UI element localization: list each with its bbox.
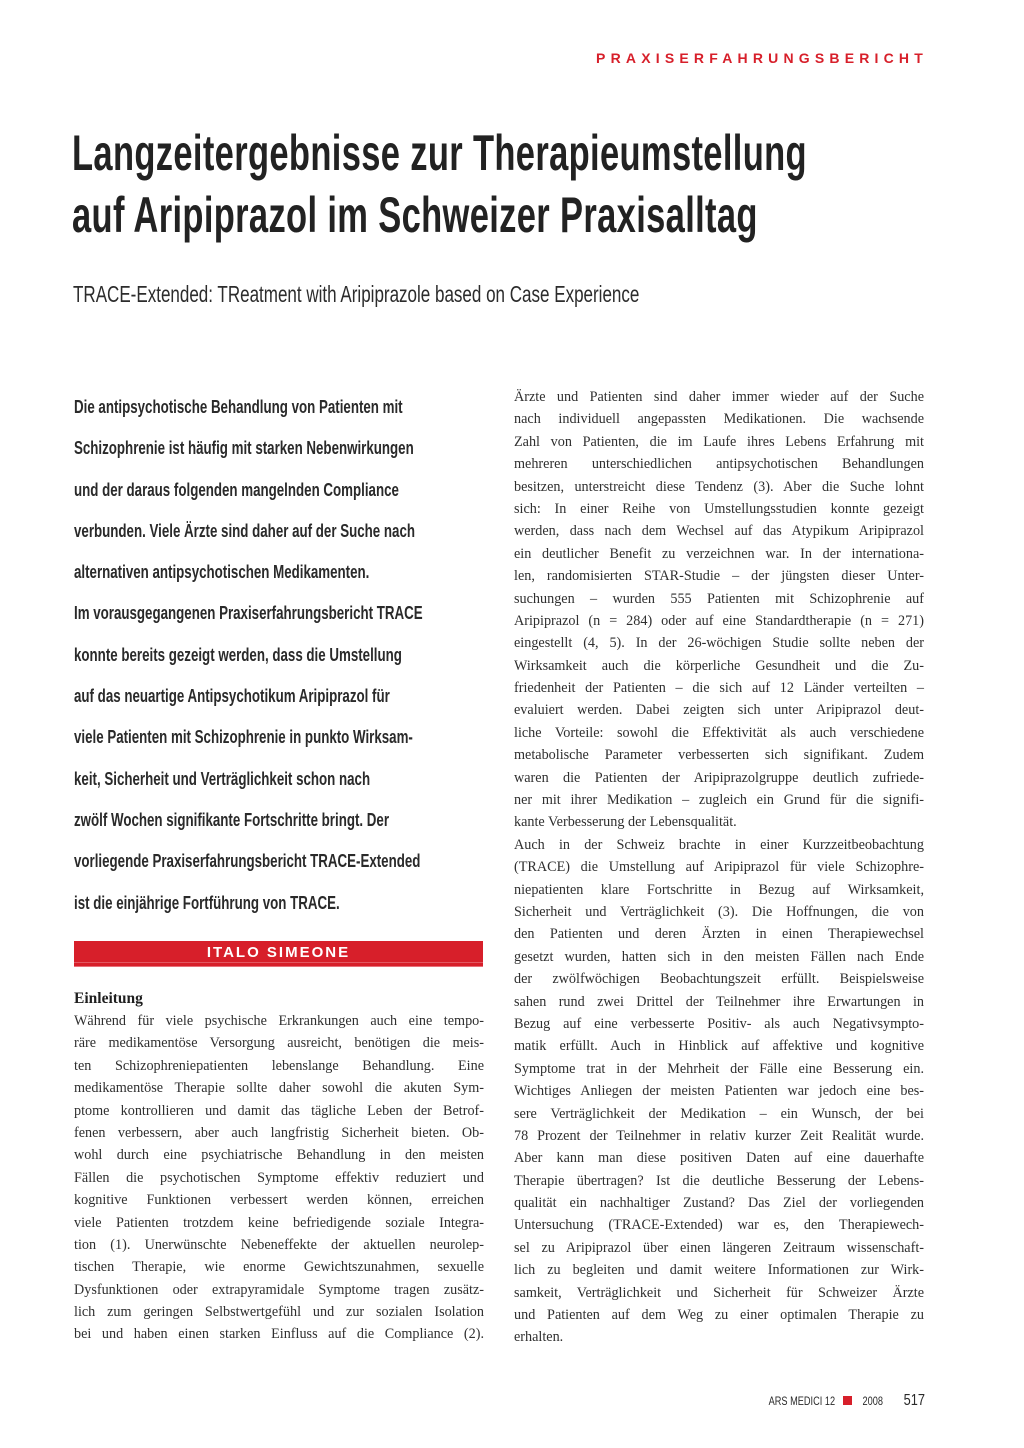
article-title — [72, 122, 969, 246]
body-line: viele Patienten trotzdem keine befriedigende soziale Integra- — [74, 1214, 484, 1231]
body-line: wohl durch eine psychiatrische Behandlung in den meisten — [74, 1147, 484, 1164]
body-line: Symptome trat in der Mehrheit der Fälle eine Besserung ein. — [514, 1060, 924, 1077]
lead-line: viele Patienten mit Schizophrenie in punkto Wirksam- — [74, 726, 413, 748]
body-line: liche Vorteile: sowohl die Effektivität als auch verschiedene — [514, 724, 924, 741]
article-title-line-1: Langzeitergebnisse zur Therapieumstellung — [72, 125, 807, 181]
body-line: sich: In einer Reihe von Umstellungsstudien konnte gezeigt — [514, 500, 924, 517]
lead-paragraph — [74, 386, 477, 923]
body-line: lich zu begleiten und damit weitere Informationen zur Wirk- — [514, 1262, 924, 1279]
author-band — [74, 941, 483, 967]
article-title-line-2: auf Aripiprazol im Schweizer Praxisalltag — [72, 187, 758, 243]
body-line: friedenheit der Patienten – die sich auf 12 Länder verteilten – — [514, 680, 924, 697]
body-line: medikamentöse Therapie sollte daher sowohl die akuten Sym- — [74, 1080, 484, 1097]
red-square-separator-icon — [843, 1396, 852, 1405]
body-line: den Patienten und deren Ärzten in einen Therapiewechsel — [514, 926, 924, 943]
lead-line: konnte bereits gezeigt werden, dass die Umstellung — [74, 643, 402, 665]
body-line: Zahl von Patienten, die im Laufe ihres Lebens Erfahrung mit — [514, 433, 924, 450]
lead-line: auf das neuartige Antipsychotikum Aripiprazol für — [74, 685, 390, 707]
body-line: evaluiert werden. Dabei zeigten sich unter Aripiprazol deut- — [514, 702, 924, 719]
body-line: Ärzte und Patienten sind daher immer wieder auf der Suche — [514, 389, 924, 405]
body-line: bei und haben einen starken Einfluss auf die Compliance (2). — [74, 1326, 484, 1343]
body-line: 78 Prozent der Teilnehmer in relativ kurzer Zeit Realität wurde. — [514, 1127, 924, 1144]
body-line: Aber kann man diese positiven Daten auf eine dauerhafte — [514, 1150, 924, 1167]
lead-line: keit, Sicherheit und Verträglichkeit schon nach — [74, 767, 371, 789]
body-line: ten Schizophreniepatienten lebenslange Behandlung. Eine — [74, 1057, 484, 1074]
body-line: Wirksamkeit auch die körperliche Gesundheit und die Zu- — [514, 657, 924, 674]
lead-line: ist die einjährige Fortführung von TRACE. — [74, 891, 340, 913]
body-line: eingestellt (4, 5). In der 26-wöchigen Studie sollte neben der — [514, 635, 924, 652]
body-column-right — [514, 386, 924, 1349]
body-line: lich zum geringen Selbstwertgefühl und zur sozialen Isolation — [74, 1304, 484, 1321]
page-number: 517 — [903, 1392, 926, 1409]
journal-year: 2008 — [862, 1396, 883, 1408]
lead-line: alternativen antipsychotischen Medikamenten. — [74, 561, 370, 583]
body-line: samkeit, Verträglichkeit und Sicherheit für Schweizer Ärzte — [514, 1284, 924, 1301]
body-line: ner mit ihrer Medikation – zugleich ein Grund für die signifi- — [514, 792, 924, 809]
body-line: sahen rund zwei Drittel der Teilnehmer ihre Erwartungen in — [514, 993, 924, 1010]
journal-name: ARS MEDICI 12 — [768, 1396, 835, 1408]
body-line: ein deutlicher Benefit zu verzeichnen war. In der internationa- — [514, 545, 924, 562]
body-line: len, randomisierten STAR-Studie – der jüngsten dieser Unter- — [514, 568, 924, 585]
body-line: und Patienten auf dem Weg zu einer optimalen Therapie zu — [514, 1307, 924, 1324]
body-line: niepatienten klare Fortschritte in Bezug auf Wirksamkeit, — [514, 881, 924, 898]
body-line: Während für viele psychische Erkrankungen auch eine tempo- — [74, 1013, 484, 1029]
body-line: kante Verbesserung der Lebensqualität. — [514, 814, 737, 831]
lead-line: verbunden. Viele Ärzte sind daher auf der Suche nach — [74, 519, 415, 541]
page-footer — [752, 1392, 928, 1410]
body-line: waren die Patienten der Aripiprazolgruppe deutlich zufriede- — [514, 769, 924, 786]
body-line: Dysfunktionen oder extrapyramidale Symptome tragen zusätz- — [74, 1281, 484, 1298]
body-line: ptome kontrollieren und damit das tägliche Leben der Betrof- — [74, 1102, 484, 1119]
lead-line: Die antipsychotische Behandlung von Patienten mit — [74, 396, 403, 417]
lead-line: und der daraus folgenden mangelnden Compliance — [74, 478, 399, 500]
body-line: erhalten. — [514, 1329, 564, 1346]
section-kicker: PRAXISERFAHRUNGSBERICHT — [596, 50, 928, 66]
lead-line: zwölf Wochen signifikante Fortschritte bringt. Der — [74, 808, 390, 830]
author-name: ITALO SIMEONE — [206, 944, 351, 961]
body-line: Wichtiges Anliegen der meisten Patienten war jedoch eine bes- — [514, 1083, 924, 1100]
body-line: suchungen – wurden 555 Patienten mit Schizophrenie auf — [514, 590, 924, 607]
body-line: fenen verbessern, aber auch langfristig Sicherheit bieten. Ob- — [74, 1124, 484, 1141]
body-line: tischen Therapie, wie enorme Gewichtszunahmen, sexuelle — [74, 1259, 484, 1276]
lead-line: vorliegende Praxiserfahrungsbericht TRACE-Extended — [74, 850, 421, 872]
body-line: qualität ein nachhaltiger Zustand? Das Ziel der vorliegenden — [514, 1195, 924, 1212]
body-line: Auch in der Schweiz brachte in einer Kurzzeitbeobachtung — [514, 836, 924, 853]
body-line: besitzen, unterstreicht diese Tendenz (3). Aber die Suche lohnt — [514, 478, 924, 495]
body-line: werden, dass nach dem Wechsel auf das Atypikum Aripiprazol — [514, 523, 924, 540]
body-line: Therapie übertragen? Ist die deutliche Besserung der Lebens- — [514, 1172, 924, 1189]
body-line: mehreren unterschiedlichen antipsychotischen Behandlungen — [514, 456, 924, 473]
body-line: räre medikamentöse Versorgung ausreicht, benötigen die meis- — [74, 1035, 484, 1052]
body-line: Bezug auf eine verbesserte Positiv- als auch Negativsympto- — [514, 1015, 924, 1032]
body-line: gesetzt wurden, hatten sich in den meisten Fällen nach Ende — [514, 948, 924, 965]
section-heading-einleitung: Einleitung — [74, 990, 143, 1007]
body-line: Aripiprazol (n = 284) oder auf eine Standardtherapie (n = 271) — [514, 612, 924, 629]
body-line: matik erfüllt. Auch in Hinblick auf affektive und kognitive — [514, 1038, 924, 1055]
body-line: (TRACE) die Umstellung auf Aripiprazol für viele Schizophre- — [514, 859, 924, 876]
body-line: Sicherheit und Verträglichkeit (3). Die Hoffnungen, die von — [514, 903, 924, 920]
body-line: metabolische Parameter verbesserten sich signifikant. Zudem — [514, 747, 924, 764]
lead-line: Schizophrenie ist häufig mit starken Nebenwirkungen — [74, 437, 414, 459]
body-line: sel zu Aripiprazol über einen längeren Zeitraum wissenschaft- — [514, 1239, 924, 1256]
lead-line: Im vorausgegangenen Praxiserfahrungsbericht TRACE — [74, 602, 423, 624]
body-line: nach individuell angepassten Medikationen. Die wachsende — [514, 411, 924, 428]
body-line: kognitive Funktionen verbessert werden können, erreichen — [74, 1192, 484, 1209]
body-line: Untersuchung (TRACE-Extended) war es, den Therapiewech- — [514, 1217, 924, 1234]
body-line: tion (1). Unerwünschte Nebeneffekte der aktuellen neurolep- — [74, 1236, 484, 1253]
body-column-left — [74, 988, 484, 1346]
article-subtitle: TRACE-Extended: TReatment with Aripiprazole based on Case Experience — [73, 281, 640, 307]
body-line: sere Verträglichkeit der Medikation – ein Wunsch, der bei — [514, 1105, 924, 1122]
body-line: der zwölfwöchigen Beobachtungszeit erfüllt. Beispielsweise — [514, 971, 924, 988]
body-line: Fällen die psychotischen Symptome effektiv reduziert und — [74, 1169, 484, 1186]
author-band-rule — [74, 962, 483, 963]
